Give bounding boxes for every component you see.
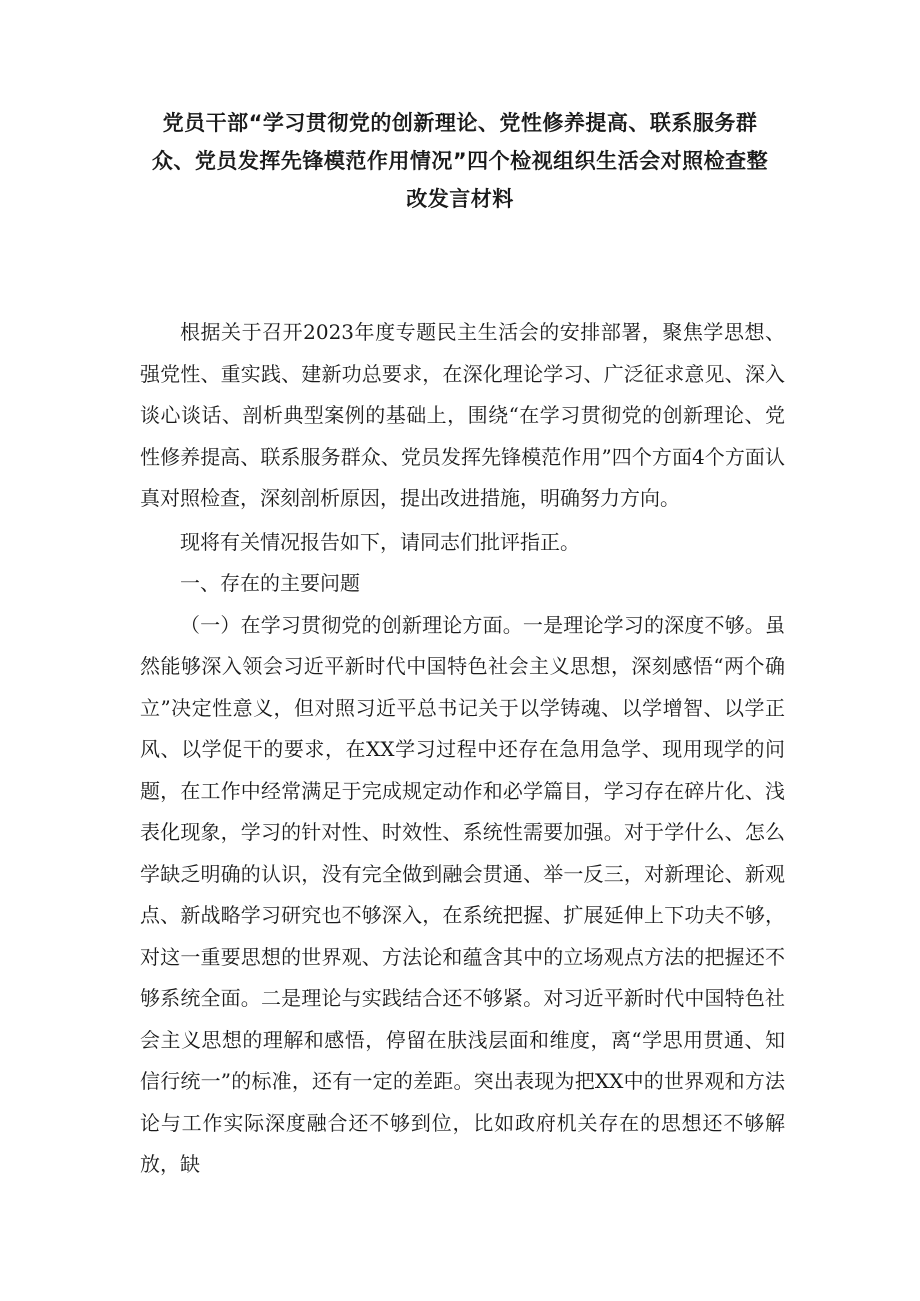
paragraph-intro: 根据关于召开2023年度专题民主生活会的安排部署，聚焦学思想、强党性、重实践、建新功总要求，在深化理论学习、广泛征求意见、深入谈心谈话、剖析典型案例的基础上，围绕“在学习贯彻党的创新理论、党性修养提高、联系服务群众、党员发挥先锋模范作用”四个方面4个方面认真对照检查，深刻剖析原因，提出改进措施，明确努力方向。 (140, 320, 785, 510)
document-title (140, 104, 780, 218)
title-line-3: 改发言材料 (406, 187, 514, 211)
title-line-2: 众、党员发挥先锋模范作用情况”四个检视组织生活会对照检查整 (151, 149, 769, 173)
paragraph-theory-study: （一）在学习贯彻党的创新理论方面。一是理论学习的深度不够。虽然能够深入领会习近平新时代中国特色社会主义思想，深刻感悟“两个确立”决定性意义，但对照习近平总书记关于以学铸魂、以学增智、以学正风、以学促干的要求，在XX学习过程中还存在急用急学、现用现学的问题，在工作中经常满足于完成规定动作和必学篇目，学习存在碎片化、浅表化现象，学习的针对性、时效性、系统性需要加强。对于学什么、怎么学缺乏明确的认识，没有完全做到融会贯通、举一反三，对新理论、新观点、新战略学习研究也不够深入，在系统把握、扩展延伸上下功夫不够，对这一重要思想的世界观、方法论和蕴含其中的立场观点方法的把握还不够系统全面。二是理论与实践结合还不够紧。对习近平新时代中国特色社会主义思想的理解和感悟，停留在肤浅层面和维度，离“学思用贯通、知信行统一”的标准，还有一定的差距。突出表现为把XX中的世界观和方法论与工作实际深度融合还不够到位，比如政府机关存在的思想还不够解放，缺 (140, 612, 785, 1176)
section-heading-main-problems: 一、存在的主要问题 (180, 571, 360, 595)
document-body (140, 312, 785, 1186)
title-line-1: 党员干部“学习贯彻党的创新理论、党性修养提高、联系服务群 (162, 111, 758, 135)
paragraph-report-note: 现将有关情况报告如下，请同志们批评指正。 (180, 529, 580, 554)
